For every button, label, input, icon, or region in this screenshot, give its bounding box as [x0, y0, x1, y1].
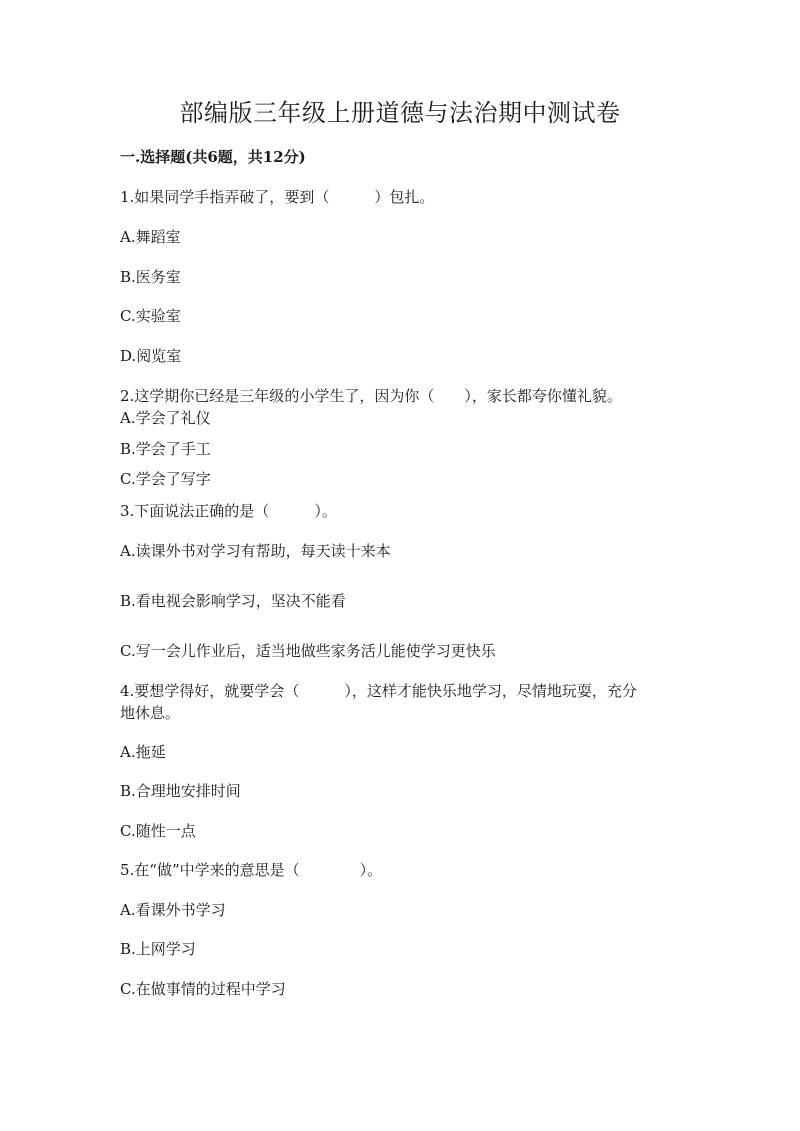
question-4-option-b: B.合理地安排时间: [120, 782, 241, 800]
question-1-stem: 1.如果同学手指弄破了，要到（ ）包扎。: [120, 188, 435, 206]
question-2-option-b: B.学会了手工: [120, 440, 211, 458]
question-3-option-c: C.写一会儿作业后，适当地做些家务活儿能使学习更快乐: [120, 642, 496, 660]
page-title: 部编版三年级上册道德与法治期中测试卷: [179, 99, 621, 127]
question-3-option-b: B.看电视会影响学习，坚决不能看: [120, 592, 346, 610]
question-4-stem-line-1: 4.要想学得好，就要学会（ ），这样才能快乐地学习，尽情地玩耍，充分: [120, 682, 637, 700]
question-5-option-a: A.看课外书学习: [120, 901, 226, 919]
question-5-option-b: B.上网学习: [120, 940, 196, 958]
question-1-option-c: C.实验室: [120, 307, 181, 325]
question-1-option-d: D.阅览室: [120, 347, 182, 365]
question-2-option-a: A.学会了礼仪: [120, 409, 211, 427]
section-heading-choice: 一.选择题(共6题，共12分): [120, 148, 306, 166]
question-5-option-c: C.在做事情的过程中学习: [120, 980, 286, 998]
question-5-stem: 5.在“做”中学来的意思是（ ）。: [120, 861, 383, 879]
question-4-stem-line-2: 地休息。: [120, 704, 181, 722]
question-3-option-a: A.读课外书对学习有帮助，每天读十来本: [120, 542, 391, 560]
question-4-option-a: A.拖延: [120, 743, 166, 761]
question-1-option-b: B.医务室: [120, 268, 181, 286]
question-2-stem: 2.这学期你已经是三年级的小学生了，因为你（ ），家长都夸你懂礼貌。: [120, 387, 622, 405]
question-3-stem: 3.下面说法正确的是（ ）。: [120, 502, 337, 520]
question-2-option-c: C.学会了写字: [120, 470, 211, 488]
question-4-option-c: C.随性一点: [120, 822, 196, 840]
question-1-option-a: A.舞蹈室: [120, 228, 181, 246]
